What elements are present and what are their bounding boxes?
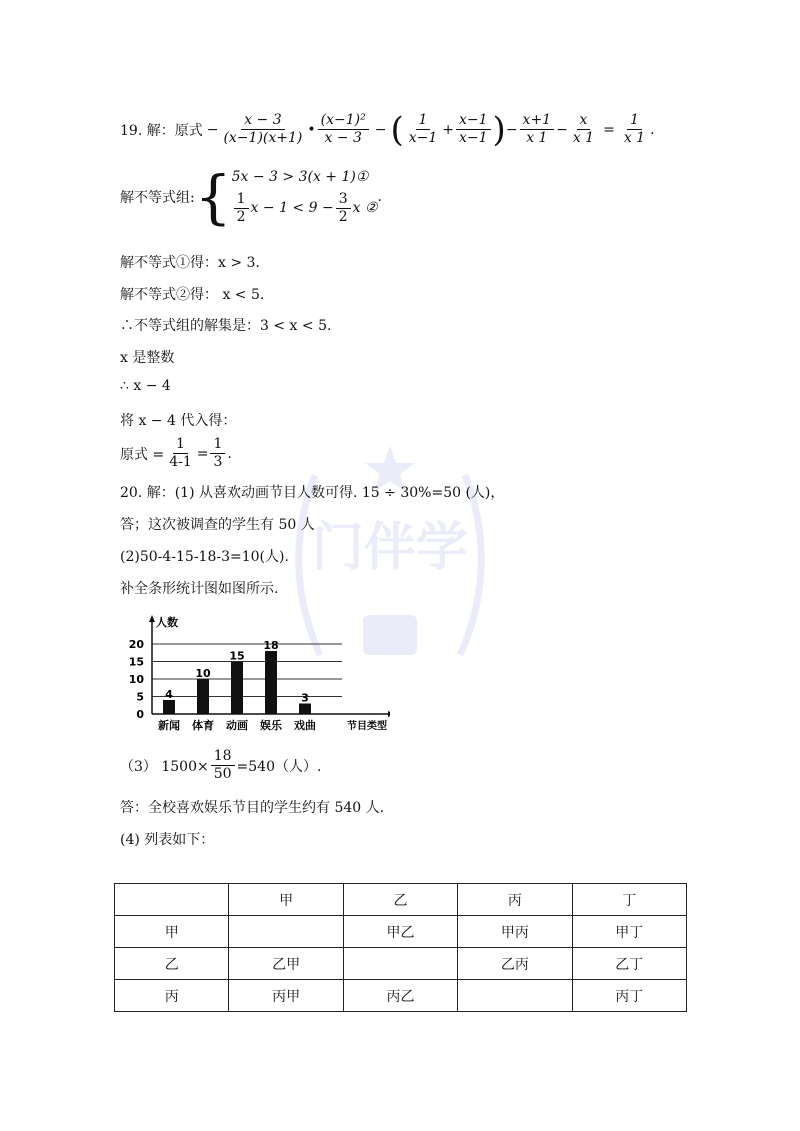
table-cell: 甲 [115,916,229,948]
table-row [115,948,687,980]
inequality-system: 解不等式组: { 5x − 3 > 3(x + 1)① $\frac{1}{2}$ x − 1 < 9 − $\frac{3}{2}$ x ② . [120,163,382,231]
table-cell: 丙 [115,980,229,1012]
watermark-text: 门伴学 [311,518,469,578]
pairing-table [114,883,687,1012]
fraction: $\frac{1}{x 1}$ [623,112,646,146]
inequality-2: $\frac{1}{2}$ x − 1 < 9 − $\frac{3}{2}$ x ② [232,191,378,226]
text-line: 答：全校喜欢娱乐节目的学生约有 540 人. [120,800,385,816]
table-cell: 甲 [229,884,343,916]
bar [299,704,311,715]
table-cell: 甲丙 [458,916,572,948]
table-cell: 甲乙 [343,916,457,948]
y-tick-label: 10 [128,673,144,686]
bar [197,679,209,714]
final-result: 原式 = $\frac{1}{4-1}$ = $\frac{1}{3}$ . [120,436,232,470]
x-tick-label: 动画 [226,719,248,732]
text-line: 补全条形统计图如图所示. [120,581,279,597]
y-tick-label: 20 [128,638,144,651]
q20-calc: （3） 1500× $\frac{18}{50}$ =540（人）. [120,748,322,782]
text-line: ∴ x − 4 [120,378,171,394]
table-cell: 乙丙 [458,948,572,980]
fraction: $\frac{x-1}{x-1}$ [456,112,491,147]
y-axis-arrow [149,615,155,622]
text-line: 解不等式①得：x > 3. [120,255,260,271]
y-tick-label: 5 [136,690,144,704]
table-row [115,980,687,1012]
brace: { [194,163,232,231]
data-label: 18 [263,639,279,652]
table-cell [115,884,229,916]
text-line: 将 x − 4 代入得： [120,413,237,429]
fraction: $\frac{x}{x 1}$ [572,112,595,146]
table-cell: 乙 [115,948,229,980]
bar [265,651,277,714]
y-tick-label: 0 [136,708,144,721]
table-cell [229,916,343,948]
y-axis-title: 人数 [156,616,178,629]
text-line: x 是整数 [120,350,175,366]
y-tick-label: 15 [128,655,144,669]
fraction: $\frac{x - 3}{(x-1)(x+1)}$ [223,112,303,146]
x-tick-label: 戏曲 [294,719,316,732]
table-cell: 乙甲 [229,948,343,980]
text-line: (2)50-4-15-18-3=10(人). [120,549,289,565]
data-label: 10 [195,667,211,680]
table-cell: 丙乙 [343,980,457,1012]
table-cell: 丁 [572,884,686,916]
table-cell: 丙甲 [229,980,343,1012]
table-cell: 丙丁 [572,980,686,1012]
table-cell [343,948,457,980]
table-cell: 乙丁 [572,948,686,980]
text-line: (4) 列表如下： [120,832,215,848]
x-tick-label: 体育 [192,719,214,732]
table-row [115,916,687,948]
fraction: $\frac{1}{x-1}$ [408,112,438,146]
bar [231,662,243,715]
table-cell: 甲丁 [572,916,686,948]
fraction: $\frac{x+1}{x 1}$ [520,112,555,147]
inequality-1: 5x − 3 > 3(x + 1)① [231,168,369,185]
x-tick-label: 娱乐 [260,719,282,732]
x-axis-arrow [388,711,390,717]
data-label: 15 [229,649,245,663]
q19-label: 19. 解：原式 [120,122,203,139]
table-cell: 丙 [458,884,572,916]
table-cell [458,980,572,1012]
data-label: 4 [165,688,173,701]
bar [163,700,175,714]
bar-chart [120,612,390,737]
text-line: ∴不等式组的解集是：3 < x < 5. [120,318,332,334]
q19-expression: 19. 解：原式 − $\frac{x - 3}{(x-1)(x+1)}$ • $\frac{\text{(x−1)²}}{x - 3}$ − ( $\frac{1}{x-1}$ + $\frac{x-1}{x-1}$ ) − $\frac{x+1}{x 1}$ − $\frac{x}{x 1}$ = $\frac{1}{x 1}$ . [120,109,655,150]
x-axis-title: 节目类型 [347,721,387,732]
table-cell: 乙 [343,884,457,916]
text-line: 20. 解：(1) 从喜欢动画节目人数可得. 15 ÷ 30%=50 (人)， [120,485,505,501]
text-line: 解不等式②得： x < 5. [120,287,265,303]
x-tick-label: 新闻 [158,719,180,732]
fraction: $\frac{\text{(x−1)²}}{x - 3}$ [318,112,369,147]
data-label: 3 [301,691,309,705]
table-header-row [115,884,687,916]
text-line: 答；这次被调查的学生有 50 人 [120,517,315,533]
